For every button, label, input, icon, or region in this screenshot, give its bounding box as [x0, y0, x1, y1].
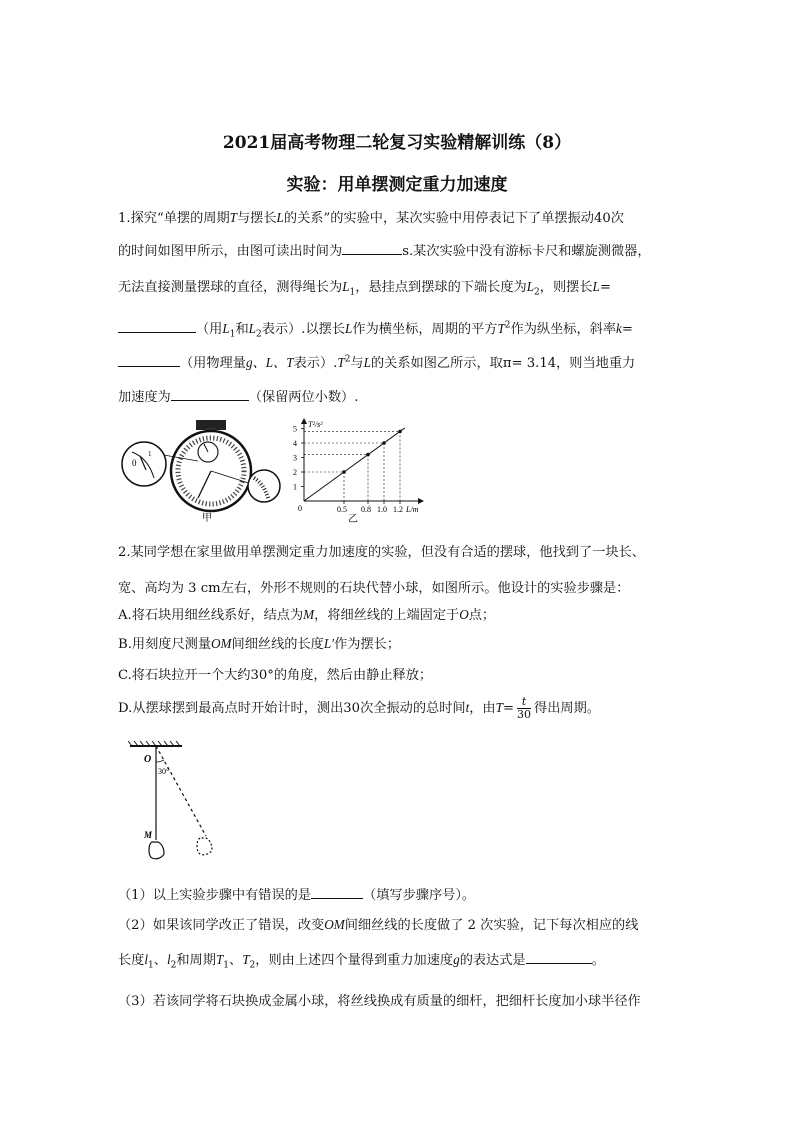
y-tick-label: 5 — [293, 424, 297, 434]
q2-intro-2: 宽、高均为 3 cm左右，外形不规则的石块代替小球，如图所示。他设计的实验步骤是： — [118, 581, 630, 596]
text: 与摆长 — [236, 211, 277, 226]
answer-blank-slope[interactable] — [118, 354, 180, 367]
stone-displaced — [197, 838, 212, 855]
subscript: 1 — [229, 329, 236, 340]
numerator: t — [517, 696, 531, 709]
text: 的时间如图甲所示，由图可读出时间为 — [118, 244, 343, 259]
page-subtitle: 实验：用单摆测定重力加速度 — [286, 175, 508, 195]
y-tick-label: 2 — [293, 468, 297, 477]
q2-sub-2-line-1 — [118, 914, 638, 933]
x-tick-label: 1.0 — [377, 505, 387, 514]
subscript: 2 — [249, 960, 256, 971]
q1-line-1 — [118, 207, 624, 226]
label-angle: 30° — [158, 767, 170, 776]
q1-line-2 — [118, 240, 651, 259]
q2-sub-1 — [118, 884, 475, 903]
text: 、 — [153, 953, 167, 968]
pendulum-figure — [128, 740, 228, 864]
text: 间细丝线的长度 — [231, 637, 324, 652]
var-OM: OM — [211, 636, 232, 651]
var-O: O — [459, 607, 469, 622]
x-tick-label: 1.2 — [393, 505, 403, 514]
var-l2: l — [166, 952, 171, 967]
text: 表示）.以摆长 — [261, 322, 346, 337]
q1-line-5 — [118, 352, 635, 371]
y-tick-label: 4 — [293, 439, 297, 448]
text: 、 — [229, 953, 243, 968]
text: ，悬挂点到摆球的下端长度为 — [355, 280, 527, 295]
figure-caption-jia: 甲 — [202, 513, 212, 524]
var-L: L — [276, 210, 284, 225]
text: （填写步骤序号）。 — [363, 888, 476, 903]
t2-l-graph — [288, 418, 428, 526]
answer-blank-expression[interactable] — [526, 951, 592, 964]
q1-line-6 — [118, 386, 358, 405]
var-L1: L — [342, 279, 350, 294]
var-T1: T — [215, 952, 224, 967]
q2-step-b — [118, 633, 400, 652]
text: 间细丝线的长度做了 2 次实验，记下每次相应的线 — [344, 918, 639, 933]
answer-blank-time[interactable] — [342, 242, 402, 255]
subscript: 2 — [170, 960, 177, 971]
text: 点； — [468, 608, 496, 623]
answer-blank-length[interactable] — [118, 320, 196, 333]
text: 和周期 — [176, 953, 216, 968]
var-T: T — [497, 321, 505, 336]
y-axis-label: T²/s² — [308, 420, 323, 429]
var-L: L — [363, 355, 371, 370]
text: = — [621, 322, 633, 337]
answer-blank-steps[interactable] — [311, 886, 363, 899]
text: （用物理量 — [180, 356, 246, 371]
page-title: 2021届高考物理二轮复习实验精解训练（8） — [222, 133, 572, 153]
vars: g、L、T — [245, 355, 294, 370]
var-L1: L — [222, 321, 230, 336]
subscript: 1 — [349, 287, 356, 298]
text: = — [502, 701, 515, 716]
superscript: 2 — [504, 320, 511, 331]
var-L2: L — [248, 321, 256, 336]
var-L2: L — [526, 279, 535, 294]
var-g: g — [453, 952, 460, 967]
var-L: L — [345, 321, 353, 336]
text: （2）如果该同学改正了错误，改变 — [118, 918, 325, 933]
q2-step-a — [118, 604, 495, 623]
var-T: T — [337, 355, 345, 370]
var-L: L — [592, 279, 600, 294]
text: s.某次实验中没有游标卡尺和螺旋测微器， — [402, 244, 651, 259]
denominator: 30 — [517, 708, 532, 721]
data-point — [342, 470, 346, 474]
text: 的关系如图乙所示，取π= 3.14，则当地重力 — [370, 356, 636, 371]
var-L-prime: L′ — [323, 636, 335, 651]
text: B.用刻度尺测量 — [118, 637, 212, 652]
var-k: k — [616, 321, 622, 336]
data-point — [366, 453, 370, 457]
text: 长度 — [118, 953, 145, 968]
label-O: O — [144, 754, 152, 765]
origin-label: 0 — [298, 504, 302, 513]
subscript: 2 — [534, 287, 540, 298]
text: 加速度为 — [118, 390, 171, 405]
x-tick-label: 0.8 — [361, 505, 371, 514]
q2-sub-3: （3）若该同学将石块换成金属小球，将丝线换成有质量的细杆，把细杆长度加小球半径作 — [118, 994, 641, 1009]
x-axis-arrow — [418, 498, 424, 504]
text: 的表达式是 — [459, 953, 526, 968]
label-M: M — [144, 830, 153, 840]
dial-label-1: 1 — [148, 450, 152, 458]
fraction-t-over-30 — [517, 696, 531, 721]
text: ，则由上述四个量得到重力加速度 — [255, 953, 454, 968]
text: ，将细丝线的上端固定于 — [314, 608, 460, 623]
figure-caption-yi: 乙 — [348, 514, 358, 525]
angle-arc — [156, 760, 164, 762]
text: 作为摆长； — [334, 637, 401, 652]
dial-label-0: 0 — [132, 458, 137, 468]
displaced-thread — [156, 746, 206, 836]
y-axis-arrow — [301, 418, 307, 424]
x-axis-label: L/m — [406, 505, 419, 514]
superscript: 2 — [344, 354, 351, 365]
var-t: t — [465, 700, 470, 715]
text: 。 — [591, 953, 605, 968]
fit-line — [304, 428, 405, 501]
x-tick-label: 0.5 — [337, 505, 347, 514]
text: ，由 — [469, 701, 496, 716]
var-T2: T — [242, 952, 250, 967]
var-T: T — [495, 700, 503, 715]
data-point — [382, 441, 386, 445]
q2-intro-1: 2.某同学想在家里做用单摆测定重力加速度的实验，但没有合适的摆球，他找到了一块长、 — [118, 545, 645, 560]
text: 表示）. — [293, 356, 338, 371]
q2-step-c: C.将石块拉开一个大约30°的角度，然后由静止释放； — [118, 668, 433, 683]
y-tick-label: 1 — [293, 482, 297, 492]
stopwatch-figure — [118, 418, 286, 526]
text: 与 — [350, 356, 364, 371]
text: 作为纵坐标，斜率 — [510, 322, 617, 337]
var-T: T — [229, 210, 237, 225]
text: D.从摆球摆到最高点时开始计时，测出30次全振动的总时间 — [118, 701, 466, 716]
q2-step-d — [118, 696, 600, 721]
text: A.将石块用细丝线系好，结点为 — [118, 608, 304, 623]
text: （1）以上实验步骤中有错误的是 — [118, 888, 312, 903]
q1-line-4 — [118, 318, 633, 340]
text: 和 — [235, 322, 249, 337]
text: 得出周期。 — [534, 701, 600, 716]
y-tick-label: 3 — [293, 453, 297, 463]
data-point — [398, 430, 402, 434]
text: 1.探究“单摆的周期 — [118, 211, 230, 226]
var-M: M — [303, 607, 315, 622]
subscript: 1 — [223, 960, 230, 971]
var-l1: l — [144, 952, 149, 967]
text: 无法直接测量摆球的直径，测得绳长为 — [118, 280, 343, 295]
text: 作为横坐标，周期的平方 — [352, 322, 498, 337]
q1-line-3 — [118, 276, 611, 298]
answer-blank-g[interactable] — [171, 388, 249, 401]
subscript: 2 — [255, 329, 262, 340]
text: （用 — [196, 322, 223, 337]
text: （保留两位小数）. — [248, 390, 359, 405]
stone — [149, 842, 164, 859]
text: 的关系”的实验中，某次实验中用停表记下了单摆振动40次 — [283, 211, 624, 226]
text: = — [599, 280, 611, 295]
subscript: 1 — [148, 960, 154, 971]
q2-sub-2-line-2 — [118, 949, 605, 971]
var-OM: OM — [324, 917, 345, 932]
text: ，则摆长 — [539, 280, 593, 295]
